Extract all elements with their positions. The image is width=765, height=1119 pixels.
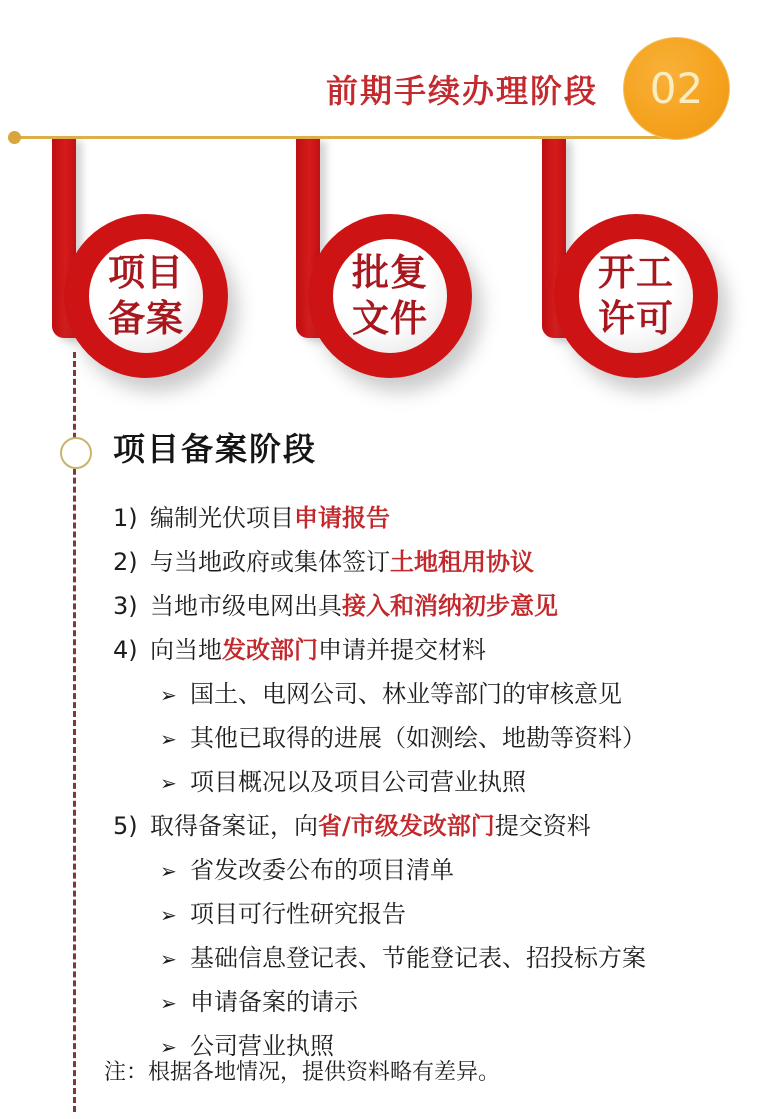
timeline-node-approval-documents — [296, 137, 486, 383]
stage-number-badge — [623, 37, 730, 140]
list-item-text: 与当地政府或集体签订 — [150, 548, 390, 576]
list-subitem-text: 基础信息登记表、节能登记表、招投标方案 — [190, 944, 646, 972]
node-label — [598, 250, 674, 342]
node-label-line1: 批复 — [352, 251, 428, 294]
list-subitem — [113, 848, 743, 892]
list-item-4 — [113, 628, 743, 672]
node-label-line2: 备案 — [108, 297, 184, 340]
list-item-highlight: 接入和消纳初步意见 — [342, 592, 558, 620]
timeline-start-dot — [8, 131, 21, 144]
arrow-bullet-icon: ➢ — [160, 1035, 177, 1059]
node-label-line2: 许可 — [598, 297, 674, 340]
node-label — [352, 250, 428, 342]
list-item-text: 申请并提交材料 — [318, 636, 486, 664]
arrow-bullet-icon: ➢ — [160, 771, 177, 795]
list-subitem-text: 公司营业执照 — [190, 1032, 334, 1060]
arrow-bullet-icon: ➢ — [160, 991, 177, 1015]
node-ring — [554, 214, 718, 378]
list-item-highlight: 省/市级发改部门 — [318, 812, 495, 840]
list-item-number: 4) — [113, 636, 138, 664]
list-subitem-text: 项目概况以及项目公司营业执照 — [190, 768, 526, 796]
list-item-text: 向当地 — [150, 636, 222, 664]
list-item-highlight: 土地租用协议 — [390, 548, 534, 576]
node-ring — [308, 214, 472, 378]
list-subitem-text: 申请备案的请示 — [190, 988, 358, 1016]
list-item-3 — [113, 584, 743, 628]
timeline-node-construction-permit — [542, 137, 732, 383]
list-subitem — [113, 716, 743, 760]
list-item-text: 编制光伏项目 — [150, 504, 294, 532]
arrow-bullet-icon: ➢ — [160, 859, 177, 883]
timeline-node-project-filing — [52, 137, 242, 383]
list-item-text: 取得备案证，向 — [150, 812, 318, 840]
node-ring — [64, 214, 228, 378]
node-label — [108, 250, 184, 342]
stage-title: 前期手续办理阶段 — [325, 72, 598, 110]
list-item-number: 5) — [113, 812, 138, 840]
list-item-2 — [113, 540, 743, 584]
list-item-1 — [113, 496, 743, 540]
footnote: 注：根据各地情况，提供资料略有差异。 — [104, 1060, 501, 1085]
timeline-line — [12, 136, 678, 139]
node-label-line1: 开工 — [598, 251, 674, 294]
list-subitem — [113, 672, 743, 716]
arrow-bullet-icon: ➢ — [160, 727, 177, 751]
section-bullet-circle — [60, 437, 92, 469]
list-subitem-text: 其他已取得的进展（如测绘、地勘等资料） — [190, 724, 646, 752]
section-heading: 项目备案阶段 — [113, 430, 318, 468]
list-subitem — [113, 760, 743, 804]
list-subitem — [113, 936, 743, 980]
list-subitem-text: 项目可行性研究报告 — [190, 900, 406, 928]
node-label-line2: 文件 — [352, 297, 428, 340]
list-item-highlight: 申请报告 — [294, 504, 390, 532]
arrow-bullet-icon: ➢ — [160, 903, 177, 927]
arrow-bullet-icon: ➢ — [160, 683, 177, 707]
requirements-list — [113, 496, 743, 1068]
list-subitem-text: 国土、电网公司、林业等部门的审核意见 — [190, 680, 622, 708]
list-subitem — [113, 892, 743, 936]
list-item-text: 当地市级电网出具 — [150, 592, 342, 620]
node-label-line1: 项目 — [108, 251, 184, 294]
list-subitem — [113, 980, 743, 1024]
list-item-5 — [113, 804, 743, 848]
arrow-bullet-icon: ➢ — [160, 947, 177, 971]
list-item-text: 提交资料 — [494, 812, 591, 840]
list-item-number: 3) — [113, 592, 138, 620]
list-item-number: 1) — [113, 504, 138, 532]
list-item-number: 2) — [113, 548, 138, 576]
list-subitem-text: 省发改委公布的项目清单 — [190, 856, 454, 884]
list-item-highlight: 发改部门 — [222, 636, 318, 664]
stage-number: 02 — [649, 64, 704, 113]
